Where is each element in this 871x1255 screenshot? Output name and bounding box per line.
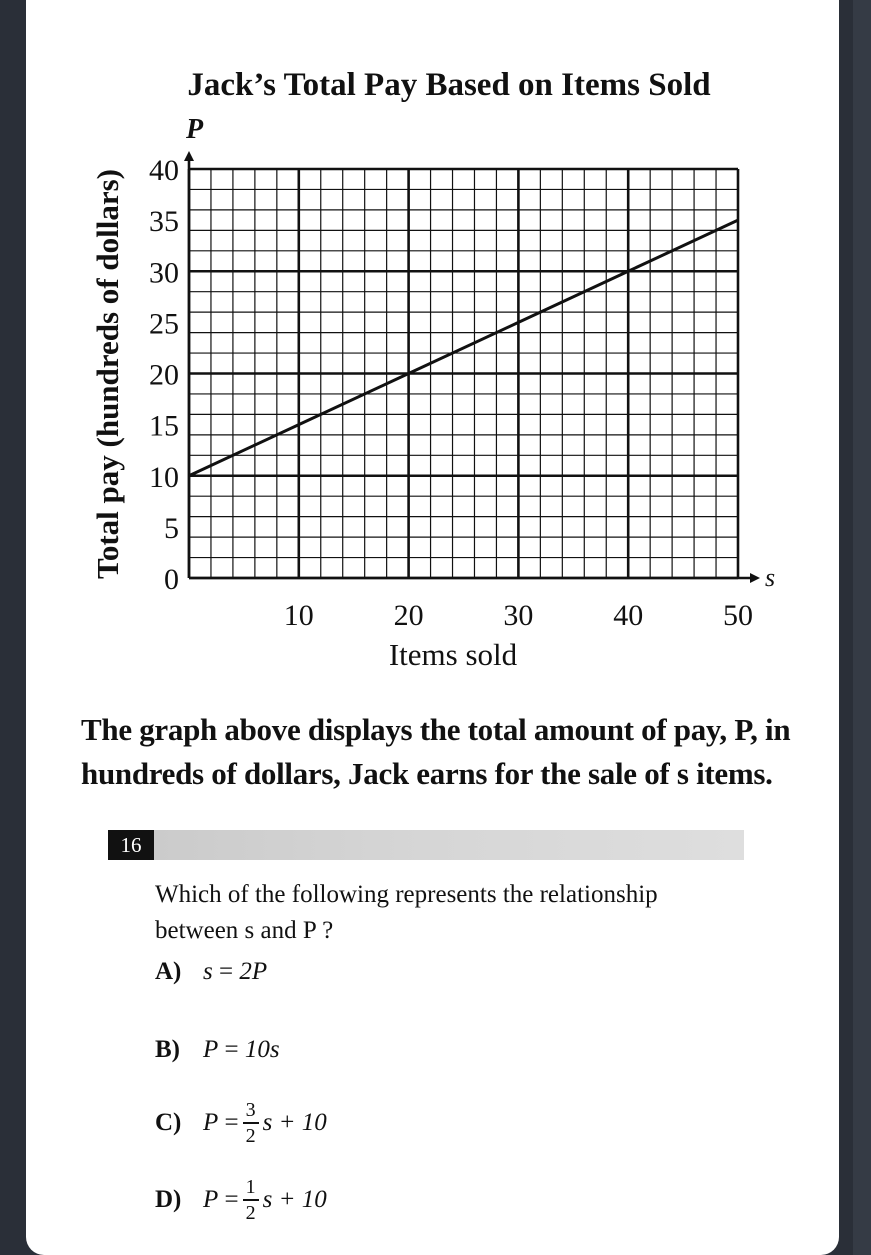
y-tick-label: 10: [149, 460, 179, 494]
option-c[interactable]: [155, 1100, 327, 1146]
x-axis-label: Items sold: [388, 637, 518, 672]
option-equation: s = 2P: [203, 958, 268, 985]
x-tick-label: 40: [613, 599, 644, 632]
y-tick-label: 30: [149, 256, 179, 290]
question-line-2: between s and P ?: [155, 917, 334, 944]
y-tick-label: 40: [149, 154, 179, 187]
option-letter: B): [155, 1036, 180, 1063]
chart-tick-labels: [149, 154, 753, 632]
option-letter: A): [155, 958, 182, 985]
chart-grid: [189, 169, 738, 578]
y-axis-arrow: [184, 151, 194, 161]
x-axis-arrow: [750, 573, 760, 583]
x-tick-label: 20: [393, 599, 424, 632]
y-tick-label: 15: [149, 409, 179, 443]
y-tick-label: 35: [149, 205, 179, 239]
chart-title: Jack’s Total Pay Based on Items Sold: [187, 67, 711, 103]
description-line-1: The graph above displays the total amount of pay, P, in: [81, 712, 791, 747]
series-line: [189, 220, 738, 476]
chart-series: [189, 220, 738, 476]
fraction: $\frac{1}{2}$: [243, 1177, 259, 1223]
y-axis-label: Total pay (hundreds of dollars): [90, 169, 125, 579]
x-tick-label: 30: [503, 599, 534, 632]
chart-axes: [184, 151, 760, 583]
question-header-bar: [108, 830, 744, 860]
y-tick-label: 25: [149, 307, 179, 341]
option-equation: P = 10s: [203, 1036, 280, 1063]
option-b[interactable]: [155, 1036, 280, 1064]
question-line-1: Which of the following represents the relationship: [155, 881, 658, 908]
y-tick-label: 5: [164, 511, 179, 545]
x-tick-label: 10: [283, 599, 314, 632]
description-line-2: hundreds of dollars, Jack earns for the sale of s items.: [81, 756, 773, 791]
question-text: [155, 877, 775, 949]
option-a[interactable]: [155, 958, 267, 986]
option-equation: P = $\frac{1}{2}$ s + 10: [203, 1176, 327, 1224]
x-tick-label: 50: [723, 599, 753, 632]
option-equation: P = $\frac{3}{2}$ s + 10: [203, 1099, 327, 1147]
y-tick-label: 0: [164, 563, 179, 596]
option-letter: C): [155, 1109, 182, 1136]
question-number: 16: [108, 830, 154, 860]
y-tick-label: 20: [149, 358, 179, 392]
x-axis-variable: s: [765, 563, 776, 592]
option-letter: D): [155, 1186, 182, 1213]
graph-description: [81, 708, 841, 796]
fraction: $\frac{3}{2}$: [243, 1100, 259, 1146]
y-axis-variable: P: [186, 114, 204, 145]
option-d[interactable]: [155, 1177, 327, 1223]
